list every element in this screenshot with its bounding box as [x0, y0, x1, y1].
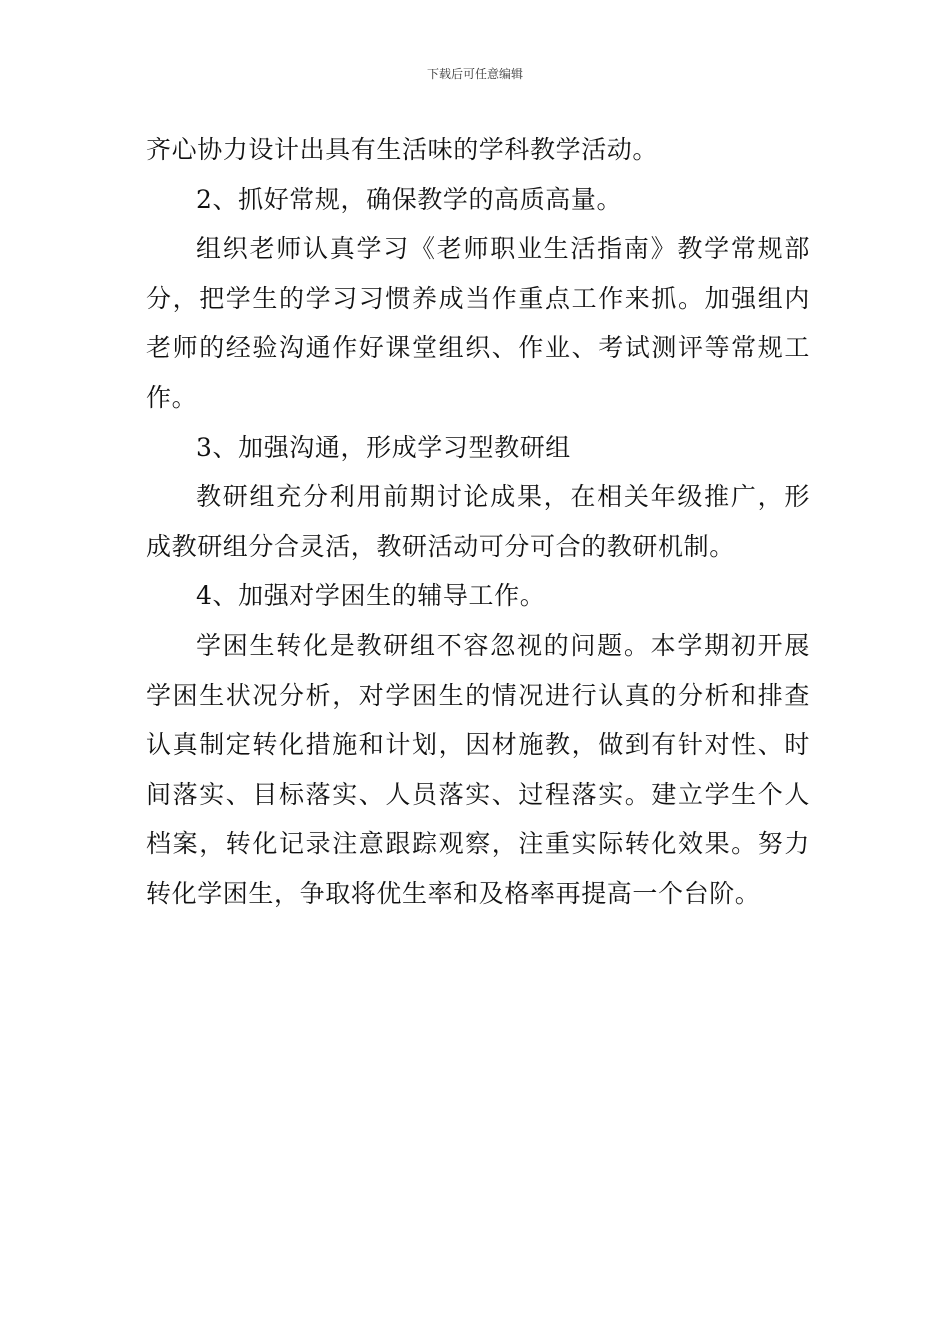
document-body	[146, 125, 810, 919]
paragraph-routine: 组织老师认真学习《老师职业生活指南》教学常规部分，把学生的学习习惯养成当作重点工作来抓。加强组内老师的经验沟通作好课堂组织、作业、考试测评等常规工作。	[146, 234, 810, 412]
page-header: 下载后可任意编辑	[426, 67, 523, 81]
section-heading-2: 2、抓好常规，确保教学的高质高量。	[196, 184, 623, 214]
paragraph-continuation: 齐心协力设计出具有生活味的学科教学活动。	[146, 135, 659, 164]
paragraph-research-group: 教研组充分利用前期讨论成果，在相关年级推广，形成教研组分合灵活，教研活动可分可合的教研机制。	[146, 482, 810, 561]
paragraph-struggling-students: 学困生转化是教研组不容忽视的问题。本学期初开展学困生状况分析，对学困生的情况进行认真的分析和排查认真制定转化措施和计划，因材施教，做到有针对性、时间落实、目标落实、人员落实、过程落实。建立学生个人档案，转化记录注意跟踪观察，注重实际转化效果。努力转化学困生，争取将优生率和及格率再提高一个台阶。	[146, 630, 810, 908]
section-heading-4: 4、加强对学困生的辅导工作。	[196, 581, 546, 611]
section-heading-3: 3、加强沟通，形成学习型教研组	[196, 432, 571, 462]
